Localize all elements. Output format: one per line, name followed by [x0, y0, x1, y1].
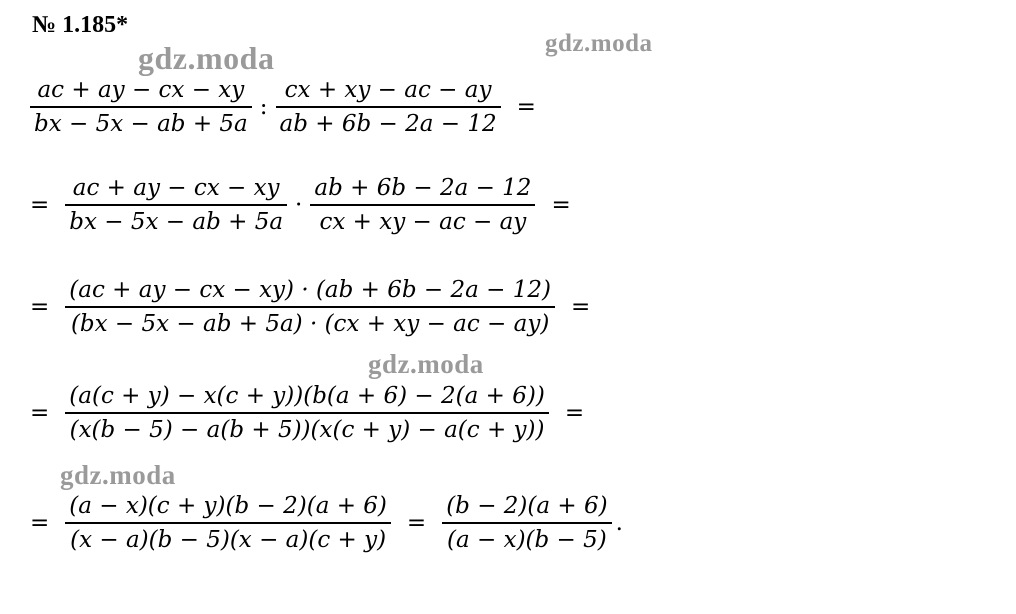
equation-line-1 — [30, 74, 552, 140]
numerator: (a(c + y) − x(c + y))(b(a + 6) − 2(a + 6)) — [69, 383, 545, 409]
equals-sign: = — [30, 399, 50, 426]
numerator: (b − 2)(a + 6) — [446, 493, 608, 519]
fraction — [65, 274, 555, 340]
numerator: ac + ay − cx − xy — [72, 175, 280, 201]
denominator: bx − 5x − ab + 5a — [69, 208, 284, 235]
equals-sign: = — [30, 293, 50, 320]
watermark: gdz.moda — [545, 30, 653, 57]
fraction — [65, 490, 391, 556]
watermark: gdz.moda — [138, 40, 275, 76]
multiply-sign: · — [295, 191, 303, 218]
final-period: . — [615, 509, 623, 536]
fraction — [65, 172, 287, 238]
fraction — [65, 380, 549, 446]
denominator: ab + 6b − 2a − 12 — [279, 110, 497, 137]
denominator: cx + xy − ac − ay — [319, 208, 527, 235]
division-sign: : — [259, 93, 268, 120]
equals-sign: = — [30, 191, 50, 218]
problem-number: № 1.185* — [32, 12, 129, 38]
equals-sign: = — [564, 399, 585, 426]
numerator: ab + 6b − 2a − 12 — [314, 175, 532, 201]
equation-line-5 — [30, 490, 623, 556]
denominator: bx − 5x − ab + 5a — [34, 110, 248, 137]
denominator: (x(b − 5) − a(b + 5))(x(c + y) − a(c + y)) — [69, 416, 545, 443]
denominator: (x − a)(b − 5)(x − a)(c + y) — [70, 526, 387, 553]
equals-sign: = — [551, 191, 571, 218]
equation-line-4 — [30, 380, 600, 446]
equation-line-3 — [30, 274, 606, 340]
numerator: (ac + ay − cx − xy) · (ab + 6b − 2a − 12) — [69, 277, 551, 303]
equals-sign: = — [30, 509, 50, 536]
numerator: cx + xy − ac − ay — [284, 77, 492, 103]
fraction — [30, 74, 252, 140]
denominator: (bx − 5x − ab + 5a) · (cx + xy − ac − ay) — [70, 310, 550, 337]
equals-sign: = — [571, 293, 591, 320]
watermark: gdz.moda — [368, 349, 484, 379]
equation-line-2 — [30, 172, 587, 238]
denominator: (a − x)(b − 5) — [447, 526, 607, 553]
equals-sign: = — [516, 93, 536, 120]
numerator: (a − x)(c + y)(b − 2)(a + 6) — [69, 493, 387, 519]
fraction — [442, 490, 611, 556]
watermark: gdz.moda — [60, 460, 176, 490]
fraction — [276, 74, 501, 140]
fraction — [310, 172, 535, 238]
equals-sign: = — [406, 509, 427, 536]
numerator: ac + ay − cx − xy — [37, 77, 245, 103]
